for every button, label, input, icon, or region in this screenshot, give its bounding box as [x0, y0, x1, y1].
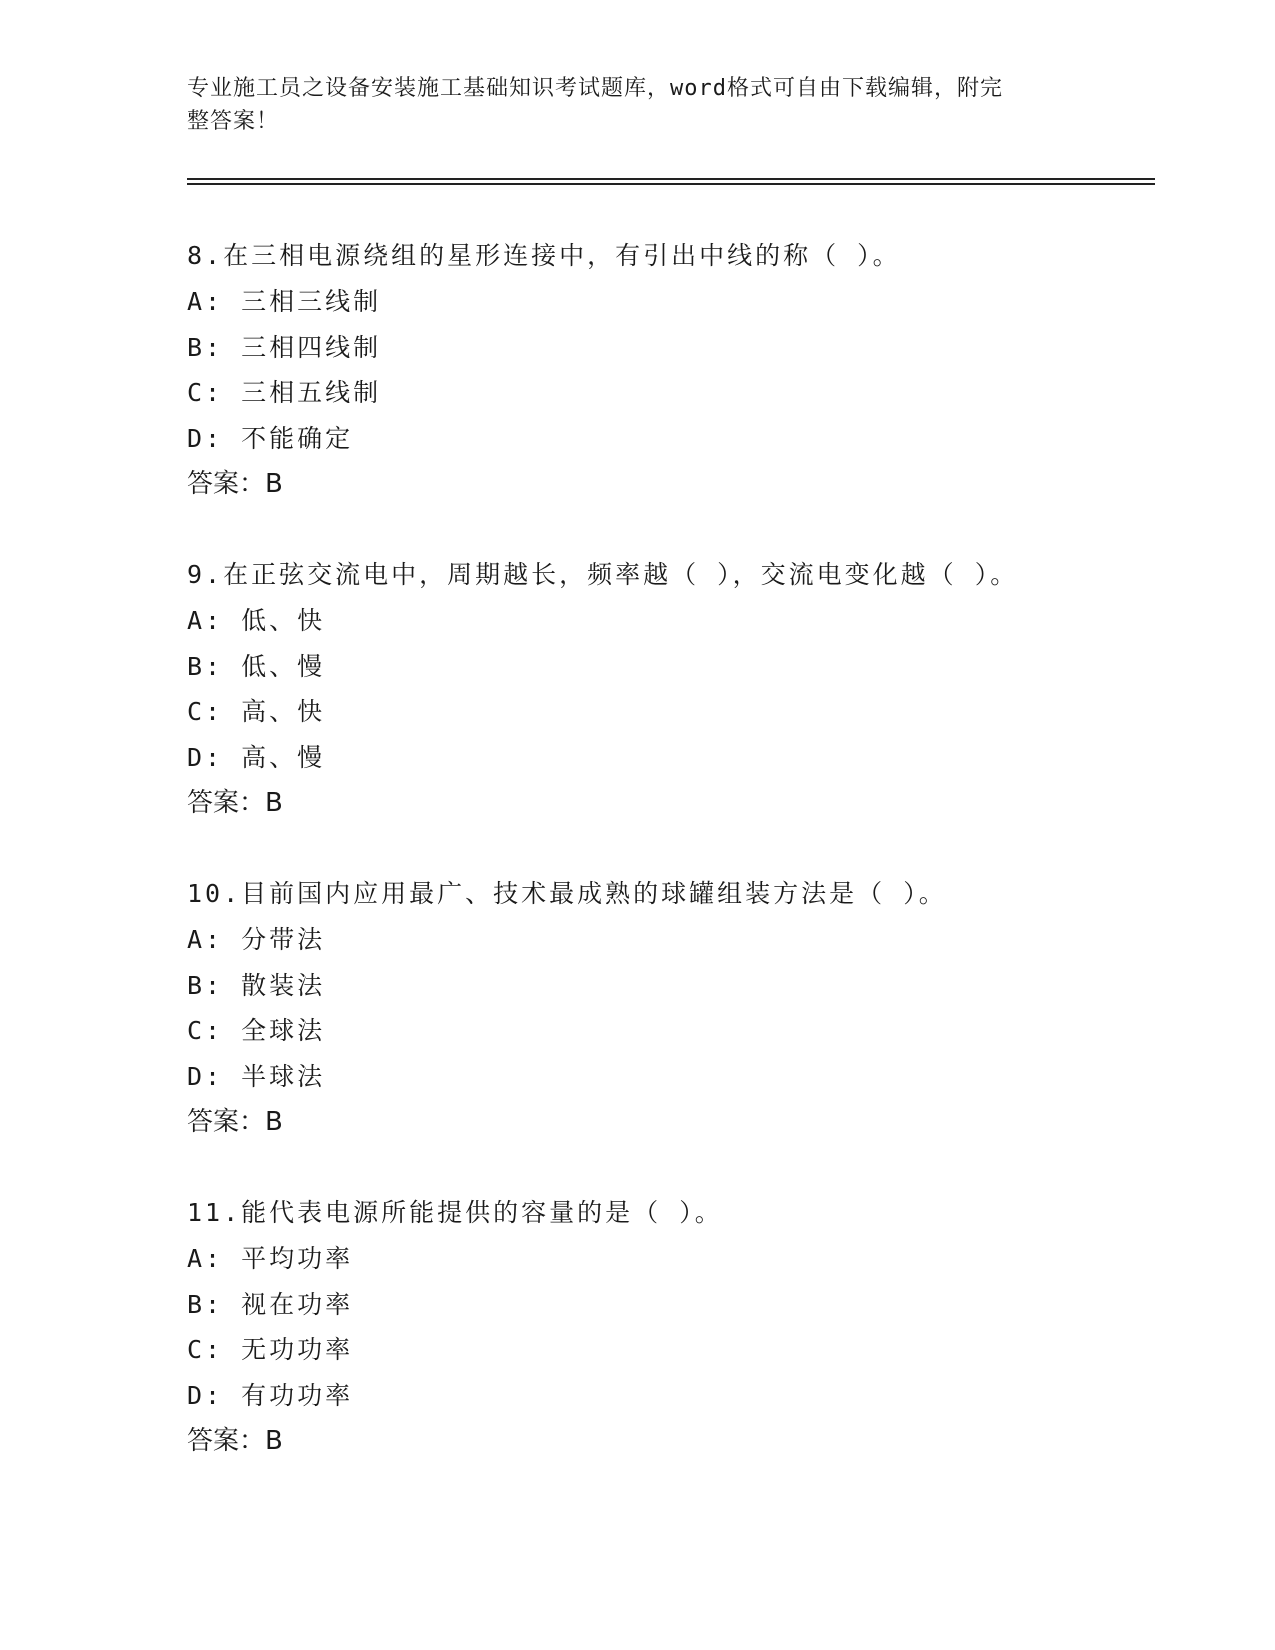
- question-10: [187, 871, 1155, 1145]
- question-9: [187, 552, 1155, 826]
- question-title: 8.在三相电源绕组的星形连接中，有引出中线的称（ ）。: [187, 241, 901, 270]
- answer: 答案：B: [187, 788, 283, 818]
- question-title: 9.在正弦交流电中，周期越长，频率越（ ），交流电变化越（ ）。: [187, 560, 1019, 589]
- option-c: C: 三相五线制: [187, 378, 382, 407]
- option-b: B: 散装法: [187, 970, 326, 1000]
- answer: 答案：B: [187, 1107, 283, 1137]
- question-title: 10.目前国内应用最广、技术最成熟的球罐组装方法是（ ）。: [187, 879, 947, 908]
- option-d: D: 高、慢: [187, 742, 326, 772]
- option-d: D: 半球法: [187, 1061, 326, 1091]
- option-c: C: 高、快: [187, 697, 326, 726]
- option-a: A: 平均功率: [187, 1244, 354, 1273]
- answer: 答案：B: [187, 469, 283, 499]
- option-b: B: 三相四线制: [187, 332, 382, 362]
- option-d: D: 有功功率: [187, 1380, 354, 1410]
- header-line-1: 专业施工员之设备安装施工基础知识考试题库，word格式可自由下载编辑，附完: [187, 76, 1003, 101]
- option-c: C: 无功功率: [187, 1335, 354, 1364]
- option-a: A: 低、快: [187, 606, 326, 635]
- question-11: [187, 1190, 1155, 1464]
- option-b: B: 低、慢: [187, 651, 326, 681]
- question-title: 11.能代表电源所能提供的容量的是（ ）。: [187, 1198, 723, 1227]
- question-8: [187, 233, 1155, 507]
- document-header: [187, 72, 1067, 138]
- option-d: D: 不能确定: [187, 423, 354, 453]
- header-divider-top: [187, 178, 1155, 180]
- header-line-2: 整答案！: [187, 109, 280, 134]
- option-c: C: 全球法: [187, 1016, 326, 1045]
- header-divider-bottom: [187, 183, 1155, 185]
- option-b: B: 视在功率: [187, 1289, 354, 1319]
- option-a: A: 三相三线制: [187, 287, 382, 316]
- answer: 答案：B: [187, 1426, 283, 1456]
- option-a: A: 分带法: [187, 925, 326, 954]
